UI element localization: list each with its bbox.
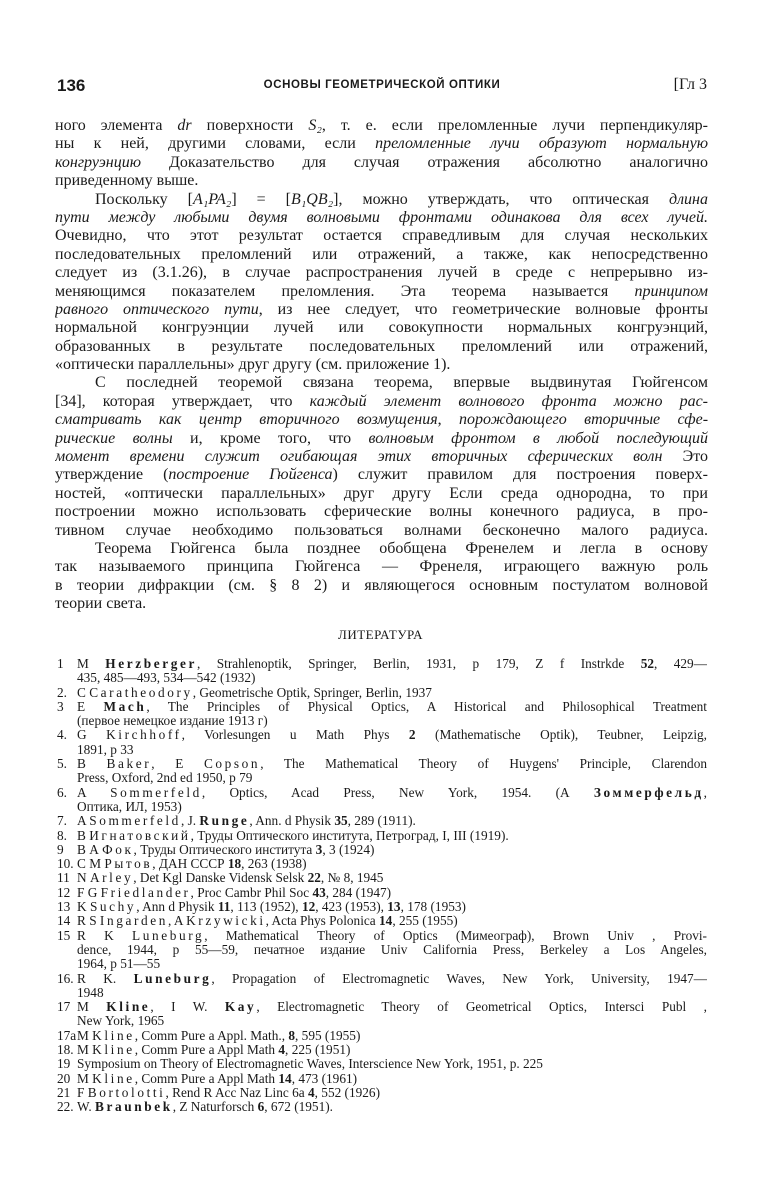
text-segment: , Geometrische Optik, Springer, Berlin, 1937 — [192, 685, 432, 700]
text-segment: Очевидно, что этот результат остается справедливым для случая нескольких — [55, 227, 708, 245]
reference-line — [57, 914, 707, 928]
text-segment: ны к ней, другими словами, если — [55, 135, 376, 153]
emphasis-text: построение Гюйгенса — [168, 466, 333, 484]
reference-number: 3 — [57, 699, 64, 714]
reference-line — [57, 814, 707, 828]
text-segment: B — [77, 757, 107, 772]
text-segment: меняющимся показателем преломления. Эта теорема называется — [55, 282, 635, 300]
text-segment: 22 — [307, 871, 321, 886]
text-segment: С последней теоремой связана теорема, впервые выдвинутая Гюйгенсом — [95, 374, 708, 392]
reference-number: 15 — [57, 928, 71, 943]
text-segment: , Comm Pure a Appl. Math., — [134, 1028, 289, 1043]
text-line — [55, 393, 708, 411]
text-line — [55, 577, 708, 595]
reference-line — [57, 1043, 707, 1057]
text-segment: 12 — [301, 900, 316, 915]
text-segment: ] = [ — [231, 190, 291, 208]
text-segment: , Optics, Acad Press, New York, 1954. (А — [201, 785, 594, 800]
author-name: Bortolotti — [87, 1085, 166, 1100]
text-segment: 13 — [387, 900, 401, 915]
text-segment: поверхности — [191, 117, 309, 134]
emphasis-text: рические волны — [55, 429, 173, 447]
text-segment: ) служит правилом для построения поверх- — [332, 466, 708, 484]
text-segment: 435, 485—493, 534—542 (1932) — [77, 671, 256, 686]
text-segment: , 552 (1926) — [314, 1085, 381, 1100]
reference-number: 13 — [57, 900, 71, 915]
text-segment: R K — [77, 928, 132, 943]
text-segment: , 595 (1955) — [295, 1028, 361, 1043]
text-segment: 1964, p 51—55 — [77, 957, 161, 972]
text-segment: 14 — [379, 914, 393, 929]
text-line — [55, 466, 708, 484]
reference-number: 20 — [57, 1071, 71, 1086]
text-line — [55, 595, 708, 613]
text-line — [55, 356, 708, 374]
text-segment: dence, 1944, p 55—59, печатное издание Univ California Press, Berkeley a Los Angeles, — [77, 942, 707, 957]
emphasis-text: S₂ — [308, 117, 322, 134]
text-segment: и, кроме того, что — [172, 429, 369, 447]
reference-number: 6. — [57, 785, 67, 800]
text-segment: 2 — [408, 728, 416, 743]
author-name: Arley — [89, 871, 134, 886]
text-segment: С М — [77, 857, 105, 872]
text-segment: , The Mathematical Theory of Huygens' Principle, Clarendon — [260, 757, 707, 772]
text-line — [55, 246, 708, 264]
text-segment: Symposium on Theory of Electromagnetic Waves, Interscience New York, 1951, p. 225 — [77, 1057, 543, 1072]
text-line — [55, 172, 708, 190]
emphasis-text: длина — [668, 190, 708, 208]
text-segment: , 423 (1953), — [315, 900, 388, 915]
text-segment: Это — [662, 448, 708, 466]
text-segment: ного элемента — [55, 117, 178, 134]
author-name: Mach — [103, 699, 147, 714]
text-segment: В — [77, 828, 90, 843]
text-segment: В А — [77, 842, 103, 857]
text-segment: , E — [151, 757, 204, 772]
text-segment: в теории дифракции (см. § 8 2) и являющегося основным постулатом волновой — [55, 576, 708, 594]
reference-line — [57, 1057, 707, 1071]
reference-line — [57, 728, 707, 742]
author-name: Ingarden — [99, 914, 168, 929]
author-name: Фок — [102, 842, 134, 857]
text-segment: , Electromagnetic Theory of Geometrical Optics, Intersci Publ , — [256, 1000, 707, 1015]
text-line — [55, 135, 708, 153]
reference-line — [57, 900, 707, 914]
text-segment: A — [77, 785, 111, 800]
emphasis-text: B₁QB₂ — [290, 190, 334, 208]
reference-number: 12 — [57, 885, 71, 900]
reference-line — [57, 1100, 707, 1114]
author-name: Krzywicki — [186, 914, 266, 929]
emphasis-text: dr — [177, 117, 192, 134]
text-segment: , Ann d Physik — [136, 900, 218, 915]
reference-number: 4. — [57, 728, 67, 743]
text-segment: 1948 — [77, 985, 104, 1000]
reference-number: 5. — [57, 757, 67, 772]
text-line — [55, 558, 708, 576]
text-segment: (Mathematische Optik), Teubner, Leipzig, — [415, 728, 707, 743]
reference-number: 19 — [57, 1057, 71, 1072]
text-segment: M — [77, 657, 106, 671]
reference-number: 22. — [57, 1100, 74, 1115]
text-segment: 8 — [288, 1028, 296, 1043]
text-segment: , 473 (1961) — [291, 1071, 358, 1086]
reference-line — [57, 986, 707, 1000]
text-segment: M — [77, 1028, 93, 1043]
text-segment: , Z Naturforsch — [172, 1100, 258, 1115]
text-segment: 3 — [315, 842, 323, 857]
text-segment: , 3 (1924) — [322, 842, 375, 857]
text-segment: New York, 1965 — [77, 1014, 165, 1029]
emphasis-text: равного оптического пути — [55, 300, 259, 318]
text-line — [55, 430, 708, 448]
text-segment: , Propagation of Electromagnetic Waves, New York, University, 1947— — [211, 971, 707, 986]
reference-number: 8. — [57, 828, 67, 843]
text-segment: нормальной конгруэнции лучей или совокупности нормальных конгруэнций, — [55, 319, 708, 337]
text-segment: , Acta Phys Polonica — [265, 914, 380, 929]
author-name: Sommerfeld — [110, 785, 202, 800]
author-name: Braunbek — [94, 1100, 173, 1115]
emphasis-text: принципом — [634, 282, 708, 300]
text-segment: , 429— — [654, 657, 707, 671]
text-segment: , A — [167, 914, 187, 929]
author-name: Luneburg — [131, 928, 205, 943]
text-segment: 35 — [334, 814, 348, 829]
text-segment: , 672 (1951). — [264, 1100, 333, 1115]
text-segment: , J. — [180, 814, 200, 829]
text-segment: построении можно использовать сферические волны конечного радиуса, в про- — [55, 503, 708, 521]
text-line — [55, 319, 708, 337]
author-name: Kirchhoff — [106, 728, 182, 743]
reference-line — [57, 957, 707, 971]
text-segment: , Comm Pure a Appl Math — [134, 1043, 279, 1058]
text-segment: , 178 (1953) — [400, 900, 466, 915]
text-segment: , 225 (1951) — [285, 1043, 351, 1058]
reference-line — [57, 686, 707, 700]
page-number: 136 — [57, 76, 86, 95]
text-segment: так называемого принципа Гюйгенса — Френеля, играющего важную роль — [55, 558, 708, 576]
text-segment: 52 — [640, 657, 654, 671]
reference-line — [57, 743, 707, 757]
reference-line — [57, 972, 707, 986]
running-header — [57, 76, 707, 98]
text-segment: A — [77, 814, 90, 829]
emphasis-text: пути между любыми двумя волновыми фронтами одинакова для всех лучей. — [55, 208, 708, 226]
text-line — [55, 191, 708, 209]
text-segment: , 255 (1955) — [392, 914, 458, 929]
text-segment: 43 — [312, 885, 326, 900]
body-text — [55, 117, 708, 614]
text-segment: C — [77, 685, 90, 700]
reference-number: 18. — [57, 1043, 74, 1058]
reference-line — [57, 714, 707, 728]
text-line — [55, 154, 708, 172]
text-line — [55, 485, 708, 503]
reference-number: 14 — [57, 914, 71, 929]
text-segment: G — [77, 728, 107, 743]
author-name: Baker — [106, 757, 152, 772]
reference-line — [57, 757, 707, 771]
text-segment: , 263 (1938) — [241, 857, 307, 872]
text-segment: W. — [77, 1100, 95, 1115]
text-segment: , 284 (1947) — [325, 885, 392, 900]
author-name: Kay — [224, 1000, 257, 1015]
author-name: Kline — [92, 1028, 135, 1043]
author-name: Зоммерфельд — [593, 785, 704, 800]
reference-number: 11 — [57, 871, 70, 886]
text-line — [55, 503, 708, 521]
text-segment: 6 — [257, 1100, 265, 1115]
reference-number: 17a — [57, 1028, 77, 1043]
text-segment: тивном случае необходимо пользоваться волнами бесконечно малого радиуса. — [55, 521, 708, 539]
reference-line — [57, 1086, 707, 1100]
text-segment: , 113 (1952), — [230, 900, 302, 915]
emphasis-text: A₁PA₂ — [192, 190, 232, 208]
author-name: Caratheodory — [89, 685, 193, 700]
text-segment: Доказательство для случая отражения абсолютно аналогично — [141, 153, 708, 171]
text-segment: , т. е. если преломленные лучи перпендикуляр- — [321, 117, 708, 134]
text-segment: образованных в результате последовательных преломлений или отражений, — [55, 337, 708, 355]
text-segment: 4 — [278, 1043, 286, 1058]
reference-line — [57, 1029, 707, 1043]
author-name: Игнатовский — [89, 828, 191, 843]
text-segment: приведенному выше. — [55, 172, 199, 190]
text-segment: , № 8, 1945 — [320, 871, 384, 886]
author-name: Friedlander — [100, 885, 191, 900]
text-line — [55, 411, 708, 429]
reference-number: 10. — [57, 857, 74, 872]
reference-line — [57, 829, 707, 843]
text-segment: ностей, «оптически параллельных» друг другу Если среда однородна, то при — [55, 484, 708, 502]
text-segment: , The Principles of Physical Optics, A Historical and Philosophical Treatment — [146, 699, 707, 714]
text-segment: , из нее следует, что геометрические волновые фронты — [258, 300, 708, 318]
text-segment: , — [703, 785, 707, 800]
text-segment: (первое немецкое издание 1913 г) — [77, 714, 268, 729]
text-line — [55, 448, 708, 466]
text-segment: , Mathematical Theory of Optics (Мимеограф), Brown Univ , Provi- — [204, 928, 707, 943]
text-segment: , Det Kgl Danske Vidensk Selsk — [133, 871, 308, 886]
author-name: Suchy — [89, 900, 137, 915]
text-segment: N — [77, 871, 90, 886]
reference-line — [57, 800, 707, 814]
emphasis-text: момент времени служит огибающая этих вторичных сферических волн — [55, 448, 663, 466]
emphasis-text: порождающего вторичные сфе- — [459, 411, 708, 429]
emphasis-text: конгруэнцию — [55, 153, 142, 171]
reference-line — [57, 671, 707, 685]
text-segment: ], можно утверждать, что оптическая — [333, 190, 669, 208]
text-segment: [34], которая утверждает, что — [55, 392, 310, 410]
reference-line — [57, 771, 707, 785]
reference-number: 9 — [57, 842, 64, 857]
emphasis-text: преломленные лучи образуют нормальную — [375, 135, 708, 153]
text-segment: , Труды Оптического института — [133, 842, 316, 857]
text-segment: , Comm Pure a Appl Math — [134, 1071, 279, 1086]
reference-number: 16. — [57, 971, 74, 986]
text-line — [55, 522, 708, 540]
text-segment: , 289 (1911). — [347, 814, 416, 829]
reference-line — [57, 871, 707, 885]
text-segment: Оптика, ИЛ, 1953) — [77, 799, 182, 814]
running-title: ОСНОВЫ ГЕОМЕТРИЧЕСКОЙ ОПТИКИ — [263, 79, 501, 91]
text-segment: F G — [77, 885, 101, 900]
author-name: Copson — [203, 757, 261, 772]
text-line — [55, 264, 708, 282]
author-name: Kline — [92, 1043, 135, 1058]
emphasis-text: сматривать как центр вторичного возмущения — [55, 411, 438, 429]
references-list — [57, 657, 707, 1115]
emphasis-text: волновым фронтом в любой последующий — [368, 429, 708, 447]
author-name: Luneburg — [133, 971, 212, 986]
text-segment: Теорема Гюйгенса была позднее обобщена Френелем и легла в основу — [95, 539, 708, 557]
reference-number: 2. — [57, 685, 67, 700]
author-name: Herzberger — [105, 657, 197, 671]
reference-line — [57, 843, 707, 857]
reference-number: 7. — [57, 814, 67, 829]
text-segment: R K. — [77, 971, 134, 986]
text-line — [55, 338, 708, 356]
text-line — [55, 283, 708, 301]
reference-line — [57, 857, 707, 871]
text-segment: , Rend R Acc Naz Linc 6a — [165, 1085, 308, 1100]
text-segment: , Ann. d Physik — [249, 814, 335, 829]
text-segment: M — [77, 1071, 93, 1086]
reference-line — [57, 929, 707, 943]
text-segment: «оптически параллельны» друг другу (см. приложение 1). — [55, 356, 451, 374]
reference-line — [57, 657, 707, 671]
text-segment: M — [77, 1000, 107, 1015]
text-segment: , — [437, 411, 460, 429]
reference-line — [57, 1014, 707, 1028]
text-segment: F — [77, 1085, 88, 1100]
reference-line — [57, 943, 707, 957]
text-line — [55, 301, 708, 319]
text-segment: 18 — [227, 857, 242, 872]
text-line — [55, 117, 708, 135]
text-segment: 4 — [307, 1085, 315, 1100]
text-line — [55, 227, 708, 245]
reference-line — [57, 700, 707, 714]
text-segment: , I W. — [150, 1000, 225, 1015]
author-name: Sommerfeld — [89, 814, 181, 829]
reference-line — [57, 1072, 707, 1086]
text-line — [55, 374, 708, 392]
reference-line — [57, 786, 707, 800]
emphasis-text: каждый элемент волнового фронта можно рас- — [309, 392, 708, 410]
reference-number: 17 — [57, 1000, 71, 1015]
reference-line — [57, 886, 707, 900]
text-segment: утверждение ( — [55, 466, 169, 484]
author-name: Рытов — [104, 857, 153, 872]
reference-number: 1 — [57, 657, 64, 671]
text-segment: , ДАН СССР — [152, 857, 228, 872]
text-segment: 11 — [217, 900, 231, 915]
text-line — [55, 540, 708, 558]
text-segment: K — [77, 900, 90, 915]
text-segment: , Strahlenoptik, Springer, Berlin, 1931, p 179, Z f Instrkde — [196, 657, 641, 671]
text-segment: R S — [77, 914, 100, 929]
author-name: Kline — [92, 1071, 135, 1086]
reference-number: 21 — [57, 1085, 71, 1100]
chapter-label: [Гл 3 — [673, 76, 707, 93]
author-name: Kline — [106, 1000, 151, 1015]
text-segment: , Vorlesungen u Math Phys — [181, 728, 409, 743]
text-line — [55, 209, 708, 227]
text-segment: E — [77, 699, 104, 714]
text-segment: Press, Oxford, 2nd ed 1950, p 79 — [77, 771, 253, 786]
text-segment: , Труды Оптического института, Петроград, I, III (1919). — [190, 828, 509, 843]
author-name: Runge — [199, 814, 250, 829]
text-segment: Поскольку [ — [95, 190, 193, 208]
text-segment: M — [77, 1043, 93, 1058]
text-segment: последовательных преломлений или отражений, а также, как непосредственно — [55, 245, 708, 263]
text-segment: следует из (3.1.26), в случае распространения лучей в среде с непрерывно из- — [55, 264, 708, 282]
reference-line — [57, 1000, 707, 1014]
text-segment: 14 — [278, 1071, 292, 1086]
text-segment: 1891, p 33 — [77, 742, 134, 757]
text-segment: , Proc Cambr Phil Soc — [190, 885, 313, 900]
text-segment: теории света. — [55, 595, 147, 613]
references-heading: ЛИТЕРАТУРА — [338, 627, 423, 642]
